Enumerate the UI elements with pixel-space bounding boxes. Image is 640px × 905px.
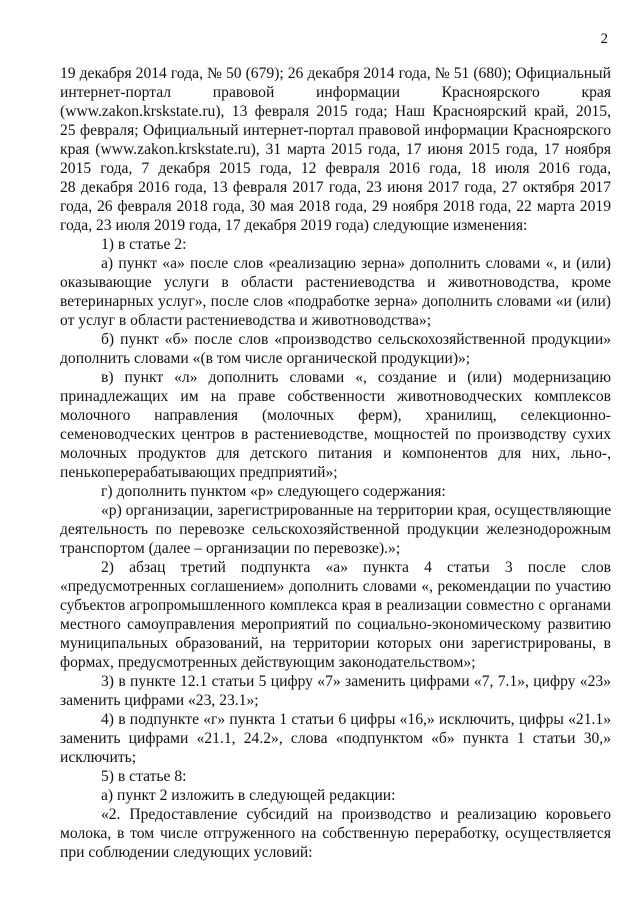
text-line: года, 26 февраля 2018 года, 30 мая 2018 года, 29 ноября 2018 года, 22 марта 2019 [60,198,611,215]
text-line: в) пункт «л» дополнить словами «, создание и (или) модернизацию [101,369,611,386]
text-line: 4) в подпункте «г» пункта 1 статьи 6 цифры «16,» исключить, цифры «21.1» [101,711,611,728]
text-line: ветеринарных услуг», после слов «подработке зерна» дополнить словами «и (или) [60,293,611,310]
text-line: местного самоуправления мероприятий по социально-экономическому развитию [60,616,611,633]
text-line: «предусмотренных соглашением» дополнить словами «, рекомендации по участию [60,578,611,595]
text-line: «2. Предоставление субсидий на производство и реализацию коровьего [101,806,611,823]
text-line: формах, предусмотренных действующим законодательством»; [60,654,476,671]
text-line: 2015 года, 7 декабря 2015 года, 12 февраля 2016 года, 18 июля 2016 года, [60,160,611,177]
text-line: муниципальных образований, на территории которых они зарегистрированы, в [60,635,611,652]
page-number: 2 [600,31,608,47]
text-line: молочных продуктов для детского питания и компонентов для них, льно-, [60,445,611,462]
text-line: молока, в том числе отгруженного на собственную переработку, осуществляется [60,825,611,842]
text-line: 5) в статье 8: [101,768,187,785]
text-line: деятельность по перевозке сельскохозяйственной продукции железнодорожным [60,521,611,538]
text-line: заменить цифрами «23, 23.1»; [60,692,259,709]
text-line: 1) в статье 2: [101,236,187,253]
text-line: дополнить словами «(в том числе органической продукции)»; [60,350,471,367]
text-line: молочного направления (молочных ферм), хранилищ, селекционно- [60,407,611,424]
text-line: интернет-портал правовой информации Красноярского края [60,84,611,101]
text-line: а) пункт 2 изложить в следующей редакции: [101,787,396,804]
text-line: края (www.zakon.krskstate.ru), 31 марта 2015 года, 17 июня 2015 года, 17 ноября [60,141,611,158]
text-line: 3) в пункте 12.1 статьи 5 цифру «7» заменить цифрами «7, 7.1», цифру «23» [101,673,611,690]
text-line: а) пункт «а» после слов «реализацию зерна» дополнить словами «, и (или) [101,255,611,272]
text-line: принадлежащих им на праве собственности животноводческих комплексов [60,388,611,405]
text-line: пенькоперерабатывающих предприятий»; [60,464,338,481]
text-line: (www.zakon.krskstate.ru), 13 февраля 2015 года; Наш Красноярский край, 2015, [60,103,611,120]
document-body [60,64,611,862]
text-line: субъектов агропромышленного комплекса края в реализации совместно с органами [60,597,611,614]
text-line: «р) организации, зарегистрированные на территории края, осуществляющие [101,502,612,519]
text-line: при соблюдении следующих условий: [60,844,313,861]
text-line: года, 23 июля 2019 года, 17 декабря 2019 года) следующие изменения: [60,217,528,234]
text-line: исключить; [60,749,137,766]
text-line: 28 декабря 2016 года, 13 февраля 2017 года, 23 июня 2017 года, 27 октября 2017 [60,179,611,196]
text-line: транспортом (далее – организации по перевозке).»; [60,540,401,557]
text-line: от услуг в области растениеводства и животноводства»; [60,312,432,329]
text-line: заменить цифрами «21.1, 24.2», слова «подпунктом «б» пункта 1 статьи 30,» [60,730,611,747]
text-line: 19 декабря 2014 года, № 50 (679); 26 декабря 2014 года, № 51 (680); Официальный [60,65,611,82]
text-line: семеноводческих центров в растениеводстве, мощностей по производству сухих [60,426,611,443]
text-line: 25 февраля; Официальный интернет-портал правовой информации Красноярского [60,122,611,139]
text-line: г) дополнить пунктом «р» следующего содержания: [101,483,446,500]
text-line: оказывающие услуги в области растениеводства и животноводства, кроме [60,274,611,291]
text-line: 2) абзац третий подпункта «а» пункта 4 статьи 3 после слов [101,559,611,576]
text-line: б) пункт «б» после слов «производство сельскохозяйственной продукции» [101,331,611,348]
